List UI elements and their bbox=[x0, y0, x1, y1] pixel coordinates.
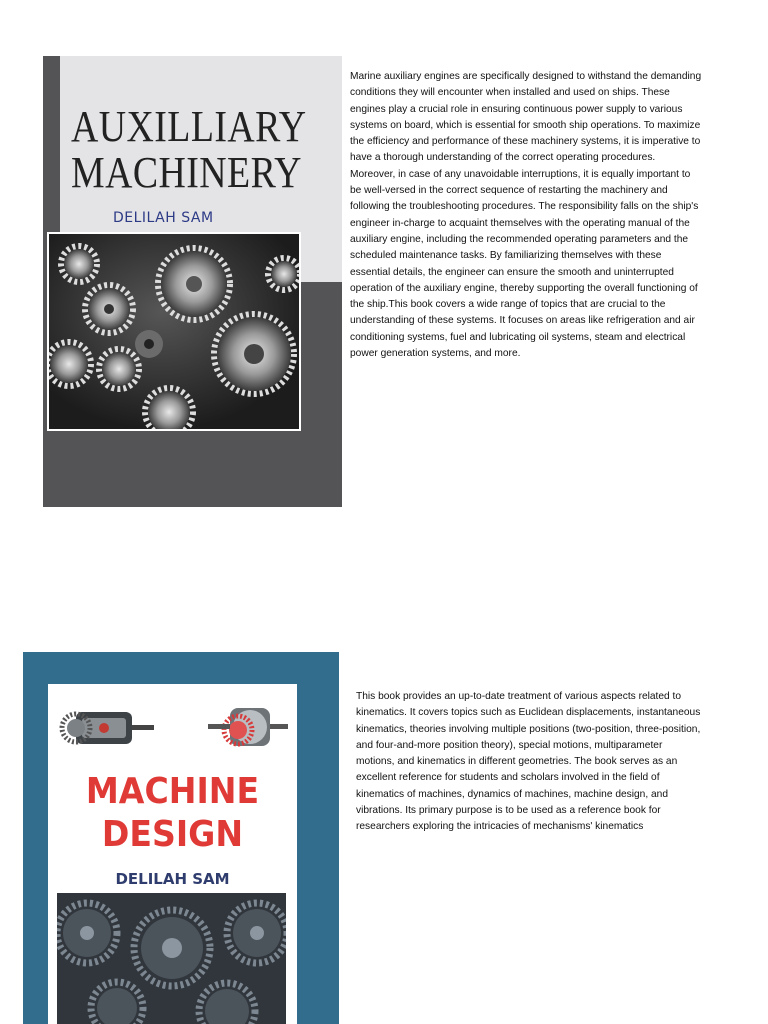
cover-title-line2: DESIGN bbox=[101, 814, 244, 855]
cover-white-panel bbox=[48, 684, 297, 1024]
cover-title bbox=[71, 102, 307, 197]
cover-title-line1: MACHINE bbox=[85, 771, 260, 812]
cover-title-line2: MACHINERY bbox=[71, 148, 302, 197]
cover-title bbox=[58, 770, 287, 856]
book-description: Marine auxiliary engines are specifically designed to withstand the demanding conditions they will encounter when installed and used on ships. These engines play a crucial role in ensuring continuous power supply to various systems on board, which is essential for smooth ship operations. To maximize the efficiency and performance of these machinery systems, it is imperative to have a thorough understanding of the correct operating procedures. Moreover, in case of any unavoidable interruptions, it is equally important to be well-versed in the correct sequence of restarting the machinery and following the troubleshooting procedures. The responsibility falls on the ship's engineer in-charge to acquaint themselves with the operating manual of the auxiliary engine, including the recommended operating parameters and the scheduled maintenance tasks. By familiarizing themselves with these essential details, the engineer can ensure the smooth and uninterrupted operation of the auxiliary engine, thereby supporting the overall functioning of the ship.This book covers a wide range of topics that are crucial to the understanding of these systems. It focuses on areas like refrigeration and air conditioning systems, fuel and lubricating oil systems, steam and electrical power generation systems, and more. bbox=[350, 71, 702, 360]
book-cover-machine-design[interactable] bbox=[23, 652, 339, 1024]
gears-photo-icon bbox=[47, 232, 301, 431]
cover-author: DELILAH SAM bbox=[115, 870, 230, 888]
cover-author: DELILAH SAM bbox=[113, 210, 214, 226]
gearbox-illustration-icon bbox=[208, 700, 288, 758]
gears-photo-icon bbox=[57, 893, 286, 1024]
cover-stripe bbox=[43, 56, 60, 231]
book-cover-auxilliary-machinery[interactable] bbox=[43, 56, 342, 507]
engine-illustration-icon bbox=[58, 698, 154, 760]
book-description: This book provides an up-to-date treatment of various aspects related to kinematics. It covers topics such as Euclidean displacements, instantaneous kinematics, theories involving multiple positions (two-position, three-position, and four-and-more position theory), special motions, multiparameter motions, and kinematics in different geometries. The book serves as an excellent reference for students and scholars involved in the field of kinematics of machines, dynamics of machines, machine design, and vibrations. Its primary purpose is to be used as a reference book for researchers exploring the intricacies of mechanisms' kinematics bbox=[356, 691, 701, 833]
cover-title-line1: AUXILLIARY bbox=[71, 102, 307, 151]
